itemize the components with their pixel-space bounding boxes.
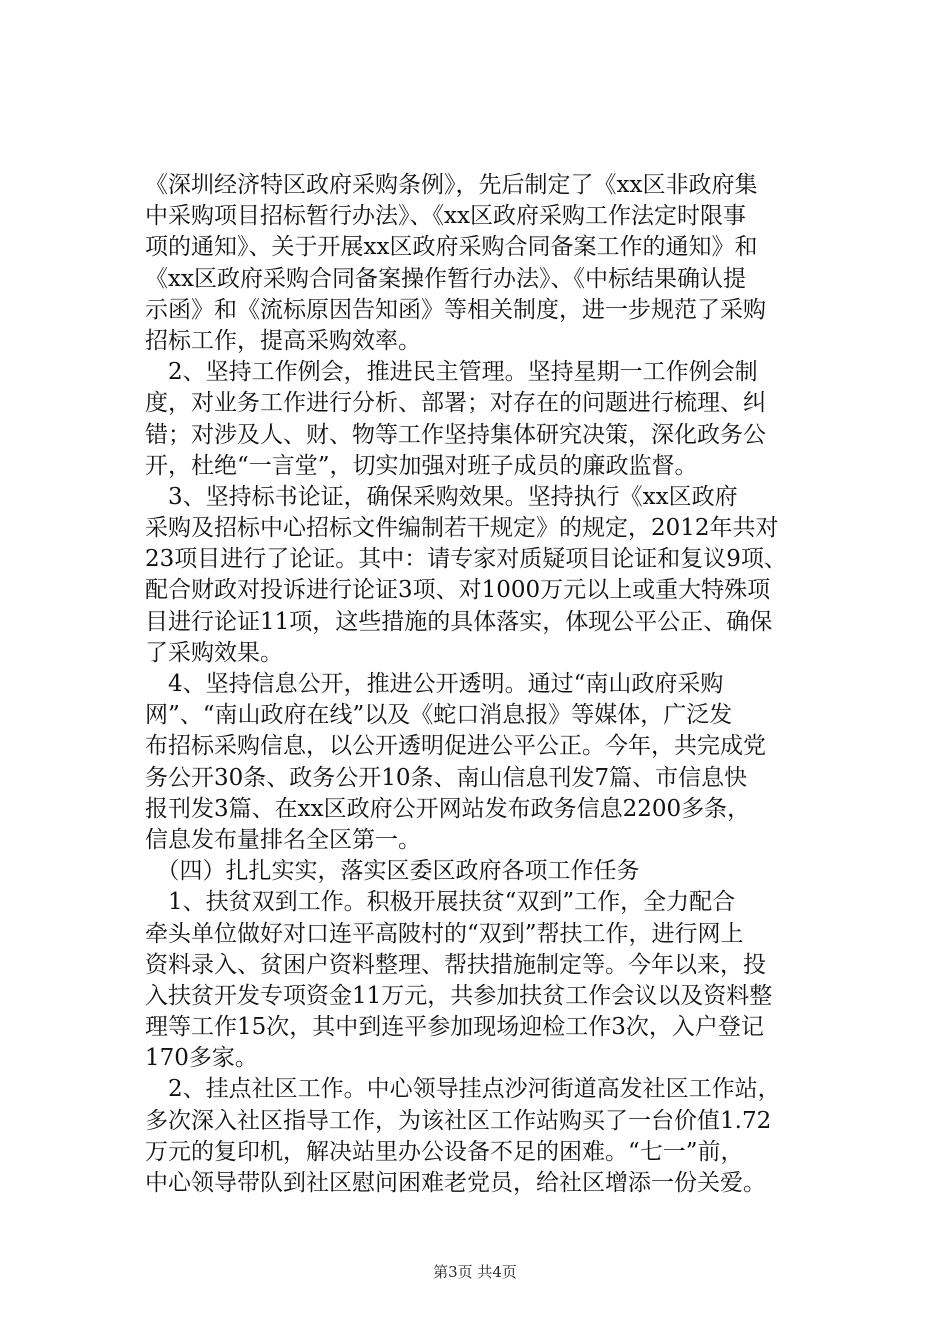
text-line: 中心领导带队到社区慰问困难老党员，给社区增添一份关爱。	[145, 1170, 766, 1196]
text-line: 示函》和《流标原因告知函》等相关制度，进一步规范了采购	[145, 296, 766, 323]
text-line: 配合财政对投诉进行论证3项、对1000万元以上或重大特殊项	[145, 577, 771, 604]
text-line: 2、挂点社区工作。中心领导挂点沙河街道高发社区工作站，	[145, 1076, 781, 1103]
text-line: 采购及招标中心招标文件编制若干规定》的规定，2012年共对	[145, 515, 779, 542]
text-line: 资料录入、贫困户资料整理、帮扶措施制定等。今年以来，投	[145, 951, 766, 978]
text-line: 170多家。	[145, 1045, 258, 1072]
text-line: 开，杜绝“一言堂”，切实加强对班子成员的廉政监督。	[145, 452, 698, 479]
text-line: 布招标采购信息，以公开透明促进公平公正。今年，共完成党	[145, 733, 766, 760]
text-line: 网”、“南山政府在线”以及《蛇口消息报》等媒体，广泛发	[145, 702, 733, 729]
text-line: 万元的复印机，解决站里办公设备不足的困难。“七一”前，	[145, 1138, 744, 1165]
text-line: 《xx区政府采购合同备案操作暂行办法》、《中标结果确认提	[145, 265, 746, 292]
text-line: 错；对涉及人、财、物等工作坚持集体研究决策，深化政务公	[145, 421, 766, 448]
page-number-footer: 第3页 共4页	[433, 1263, 517, 1281]
text-line: 项的通知》、关于开展xx区政府采购合同备案工作的通知》和	[145, 234, 758, 261]
text-line: 度，对业务工作进行分析、部署；对存在的问题进行梳理、纠	[145, 390, 766, 417]
text-line: 报刊发3篇、在xx区政府公开网站发布政务信息2200多条，	[145, 795, 751, 822]
section-heading: （四）扎扎实实，落实区委区政府各项工作任务	[145, 858, 640, 885]
text-line: 入扶贫开发专项资金11万元，共参加扶贫工作会议以及资料整	[145, 982, 773, 1009]
text-line: 信息发布量排名全区第一。	[145, 826, 421, 853]
document-body	[145, 170, 835, 1199]
text-line: 理等工作15次，其中到连平参加现场迎检工作3次，入户登记	[145, 1014, 764, 1041]
text-line: 3、坚持标书论证，确保采购效果。坚持执行《xx区政府	[145, 483, 738, 510]
text-line: 2、坚持工作例会，推进民主管理。坚持星期一工作例会制	[145, 359, 758, 386]
text-line: 中采购项目招标暂行办法》、《xx区政府采购工作法定时限事	[145, 203, 746, 230]
text-line: 务公开30条、政务公开10条、南山信息刊发7篇、市信息快	[145, 764, 748, 791]
text-line: 牵头单位做好对口连平高陂村的“双到”帮扶工作，进行网上	[145, 920, 744, 947]
text-line: 1、扶贫双到工作。积极开展扶贫“双到”工作，全力配合	[145, 889, 736, 916]
text-line: 《深圳经济特区政府采购条例》，先后制定了《xx区非政府集	[145, 172, 758, 198]
text-line: 多次深入社区指导工作，为该社区工作站购买了一台价值1.72	[145, 1107, 772, 1134]
text-line: 了采购效果。	[145, 639, 283, 666]
text-line: 目进行论证11项，这些措施的具体落实，体现公平公正、确保	[145, 608, 773, 635]
text-line: 4、坚持信息公开，推进公开透明。通过“南山政府采购	[145, 671, 724, 697]
text-line: 23项目进行了论证。其中：请专家对质疑项目论证和复议9项、	[145, 546, 787, 573]
text-line: 招标工作，提高采购效率。	[145, 327, 421, 354]
